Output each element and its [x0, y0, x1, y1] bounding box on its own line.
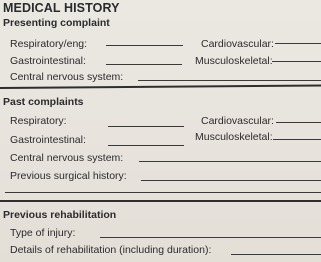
past-cns-field[interactable] — [139, 161, 321, 162]
presenting-cns-label: Central nervous system: — [10, 71, 124, 83]
past-extra-line[interactable] — [5, 192, 321, 193]
section-divider — [0, 200, 321, 202]
previous-rehabilitation-heading: Previous rehabilitation — [3, 209, 117, 221]
presenting-musculoskeletal-label: Musculoskeletal: — [195, 55, 273, 67]
rehab-details-field[interactable] — [231, 254, 321, 255]
past-musculoskeletal-label: Musculoskeletal: — [195, 131, 273, 143]
past-gastrointestinal-field[interactable] — [108, 145, 184, 146]
past-surgical-field[interactable] — [141, 180, 321, 181]
presenting-cns-field[interactable] — [138, 80, 321, 81]
past-complaints-heading: Past complaints — [3, 96, 84, 108]
presenting-cardiovascular-label: Cardiovascular: — [201, 38, 274, 50]
section-divider — [0, 84, 321, 89]
presenting-musculoskeletal-field[interactable] — [272, 61, 321, 62]
past-respiratory-field[interactable] — [108, 126, 184, 127]
past-gastrointestinal-label: Gastrointestinal: — [10, 134, 86, 146]
presenting-gastrointestinal-label: Gastrointestinal: — [10, 55, 86, 67]
past-cns-label: Central nervous system: — [10, 152, 124, 164]
past-musculoskeletal-field[interactable] — [273, 139, 321, 140]
past-cardiovascular-field[interactable] — [276, 122, 321, 123]
form-title: MEDICAL HISTORY — [3, 1, 120, 15]
injury-type-label: Type of injury: — [10, 227, 76, 239]
presenting-gastrointestinal-field[interactable] — [106, 64, 182, 65]
rehab-details-label: Details of rehabilitation (including duration): — [10, 244, 212, 256]
past-respiratory-label: Respiratory: — [10, 115, 67, 127]
presenting-respiratory-field[interactable] — [106, 45, 183, 46]
presenting-respiratory-label: Respiratory/eng: — [10, 38, 88, 50]
presenting-cardiovascular-field[interactable] — [275, 43, 321, 44]
past-cardiovascular-label: Cardiovascular: — [201, 115, 274, 127]
past-surgical-label: Previous surgical history: — [10, 170, 127, 182]
presenting-complaint-heading: Presenting complaint — [3, 17, 110, 29]
injury-type-field[interactable] — [100, 237, 321, 238]
